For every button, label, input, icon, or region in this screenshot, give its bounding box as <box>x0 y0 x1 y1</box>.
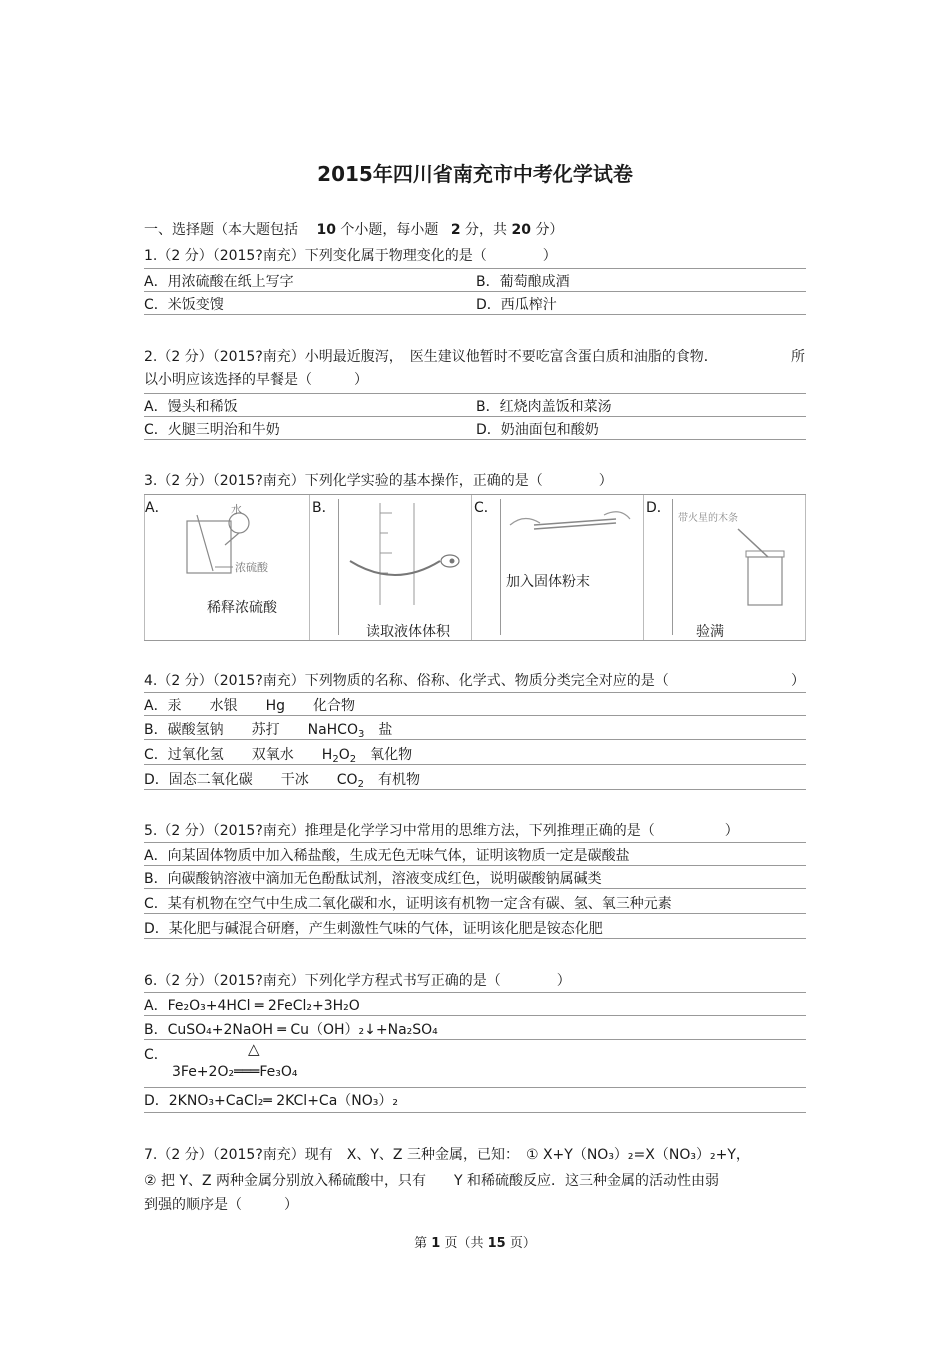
q6-option-a: A．Fe₂O₃+4HCl ═ 2FeCl₂+3H₂O <box>144 998 360 1014</box>
question-4-option-b <box>144 717 806 740</box>
dilute-acid-figure <box>175 501 295 581</box>
section-text-3: 分，共 <box>465 222 508 238</box>
question-4-option-c <box>144 742 806 765</box>
question-4-option-d <box>144 767 806 790</box>
q1-option-a: A．用浓硫酸在纸上写字 <box>144 274 294 290</box>
question-7-line-1: 7.（2 分）（2015?南充）现有 X、Y、Z 三种金属，已知： ① X+Y（NO₃）₂=X（NO₃）₂+Y， <box>144 1147 750 1163</box>
q5-option-d: D．某化肥与碱混合研磨，产生刺激性气味的气体，证明该化肥是铵态化肥 <box>144 921 603 937</box>
q3-option-a-cell <box>144 495 310 640</box>
graduated-cylinder-figure <box>340 501 468 611</box>
q4-option-a: A．汞 水银 Hg 化合物 <box>144 698 355 714</box>
q1-option-d: D．西瓜榨汁 <box>476 297 557 313</box>
q2-option-b: B．红烧肉盖饭和菜汤 <box>476 399 612 415</box>
test-tube-powder-figure <box>504 503 634 543</box>
question-2-stem-line-1-end: 所 <box>791 349 805 365</box>
question-2-row-2 <box>144 417 806 440</box>
q4-option-b: B．碳酸氢钠 苏打 NaHCO$_3$ 盐 <box>144 722 393 740</box>
figure-label-splint: 带火星的木条 <box>678 513 738 524</box>
question-3-image-options <box>144 494 806 641</box>
q5-option-b: B．向碳酸钠溶液中滴加无色酚酞试剂，溶液变成红色，说明碳酸钠属碱类 <box>144 871 602 887</box>
question-6-option-d <box>144 1088 806 1113</box>
q3-option-d-cell <box>643 495 807 640</box>
question-1-row-1 <box>144 268 806 292</box>
q2-option-a: A．馒头和稀饭 <box>144 399 238 415</box>
heat-triangle-icon: △ <box>248 1040 260 1058</box>
question-5-option-c <box>144 891 806 914</box>
q2-option-d: D．奶油面包和酸奶 <box>476 422 599 438</box>
q5-option-a: A．向某固体物质中加入稀盐酸，生成无色无味气体，证明该物质一定是碳酸盐 <box>144 848 630 864</box>
q3-option-b-cell <box>309 495 472 640</box>
section-header <box>144 219 563 239</box>
page-footer: 第 1 页（共 15 页） <box>414 1236 536 1251</box>
q4-option-d: D．固态二氧化碳 干冰 $CO_2$ 有机物 <box>144 772 420 790</box>
figure-label-acid: 浓硫酸 <box>235 561 268 574</box>
question-2-row-1 <box>144 393 806 417</box>
section-text-2: 个小题，每小题 <box>340 222 439 238</box>
question-6-option-c <box>144 1042 806 1088</box>
question-4-stem-end: ） <box>791 673 805 689</box>
section-text-4: 分） <box>535 222 564 238</box>
gas-jar-figure <box>676 501 806 609</box>
q3-caption-c: 加入固体粉末 <box>506 574 590 590</box>
question-5-option-a <box>144 842 806 866</box>
q3-option-a-label: A． <box>145 500 169 516</box>
q4-option-c: C．过氧化氢 双氧水 $H_2O_2$ 氧化物 <box>144 747 413 765</box>
question-1-stem: 1.（2 分）（2015?南充）下列变化属于物理变化的是（ ） <box>144 248 557 264</box>
question-2-stem-line-2: 以小明应该选择的早餐是（ ） <box>144 372 368 388</box>
question-6-option-b <box>144 1017 806 1040</box>
q3-caption-d: 验满 <box>696 624 724 640</box>
question-6-stem: 6.（2 分）（2015?南充）下列化学方程式书写正确的是（ ） <box>144 973 571 989</box>
page-title: 2015年四川省南充市中考化学试卷 <box>317 162 633 186</box>
q3-option-d-label: D． <box>646 500 671 516</box>
q3-caption-b: 读取液体体积 <box>366 624 450 640</box>
q6-option-c-equation: 3Fe+2O₂═══Fe₃O₄ <box>172 1064 298 1080</box>
figure-label-water: 水 <box>231 503 242 516</box>
section-count: 10 <box>316 222 336 238</box>
current-page-number: 1 <box>431 1236 441 1251</box>
total-pages: 15 <box>487 1236 506 1251</box>
question-3-stem: 3.（2 分）（2015?南充）下列化学实验的基本操作，正确的是（ ） <box>144 473 613 489</box>
question-5-option-d <box>144 916 806 939</box>
q6-option-d: D．2KNO₃+CaCl₂═ 2KCl+Ca（NO₃）₂ <box>144 1093 399 1109</box>
question-7-line-3: 到强的顺序是（ ） <box>144 1197 298 1213</box>
question-5-option-b <box>144 866 806 889</box>
q3-option-b-label: B． <box>312 500 336 516</box>
question-2-stem-line-1: 2.（2 分）（2015?南充）小明最近腹泻， 医生建议他暂时不要吃富含蛋白质和油脂的食物． <box>144 349 718 365</box>
q2-option-c: C．火腿三明治和牛奶 <box>144 422 280 438</box>
q3-option-c-cell <box>471 495 644 640</box>
section-text-1: 一、选择题（本大题包括 <box>144 222 298 238</box>
question-4-option-a <box>144 692 806 716</box>
question-6-option-a <box>144 992 806 1016</box>
question-1-row-2 <box>144 292 806 315</box>
question-5-stem: 5.（2 分）（2015?南充）推理是化学学习中常用的思维方法，下列推理正确的是（ ） <box>144 823 739 839</box>
q3-caption-a: 稀释浓硫酸 <box>207 600 277 616</box>
q3-option-c-label: C． <box>474 500 498 516</box>
q6-option-b: B．CuSO₄+2NaOH ═ Cu（OH）₂↓+Na₂SO₄ <box>144 1022 438 1038</box>
q5-option-c: C．某有机物在空气中生成二氧化碳和水，证明该有机物一定含有碳、氢、氧三种元素 <box>144 896 672 912</box>
section-points: 2 <box>450 222 461 238</box>
q1-option-b: B．葡萄酿成酒 <box>476 274 570 290</box>
question-4-stem: 4.（2 分）（2015?南充）下列物质的名称、俗称、化学式、物质分类完全对应的是（ <box>144 673 669 689</box>
q1-option-c: C．米饭变馊 <box>144 297 224 313</box>
section-total: 20 <box>511 222 531 238</box>
question-7-line-2: ② 把 Y、Z 两种金属分别放入稀硫酸中，只有 Y 和稀硫酸反应．这三种金属的活动性由弱 <box>144 1173 720 1189</box>
q6-option-c-label: C． <box>144 1047 168 1063</box>
